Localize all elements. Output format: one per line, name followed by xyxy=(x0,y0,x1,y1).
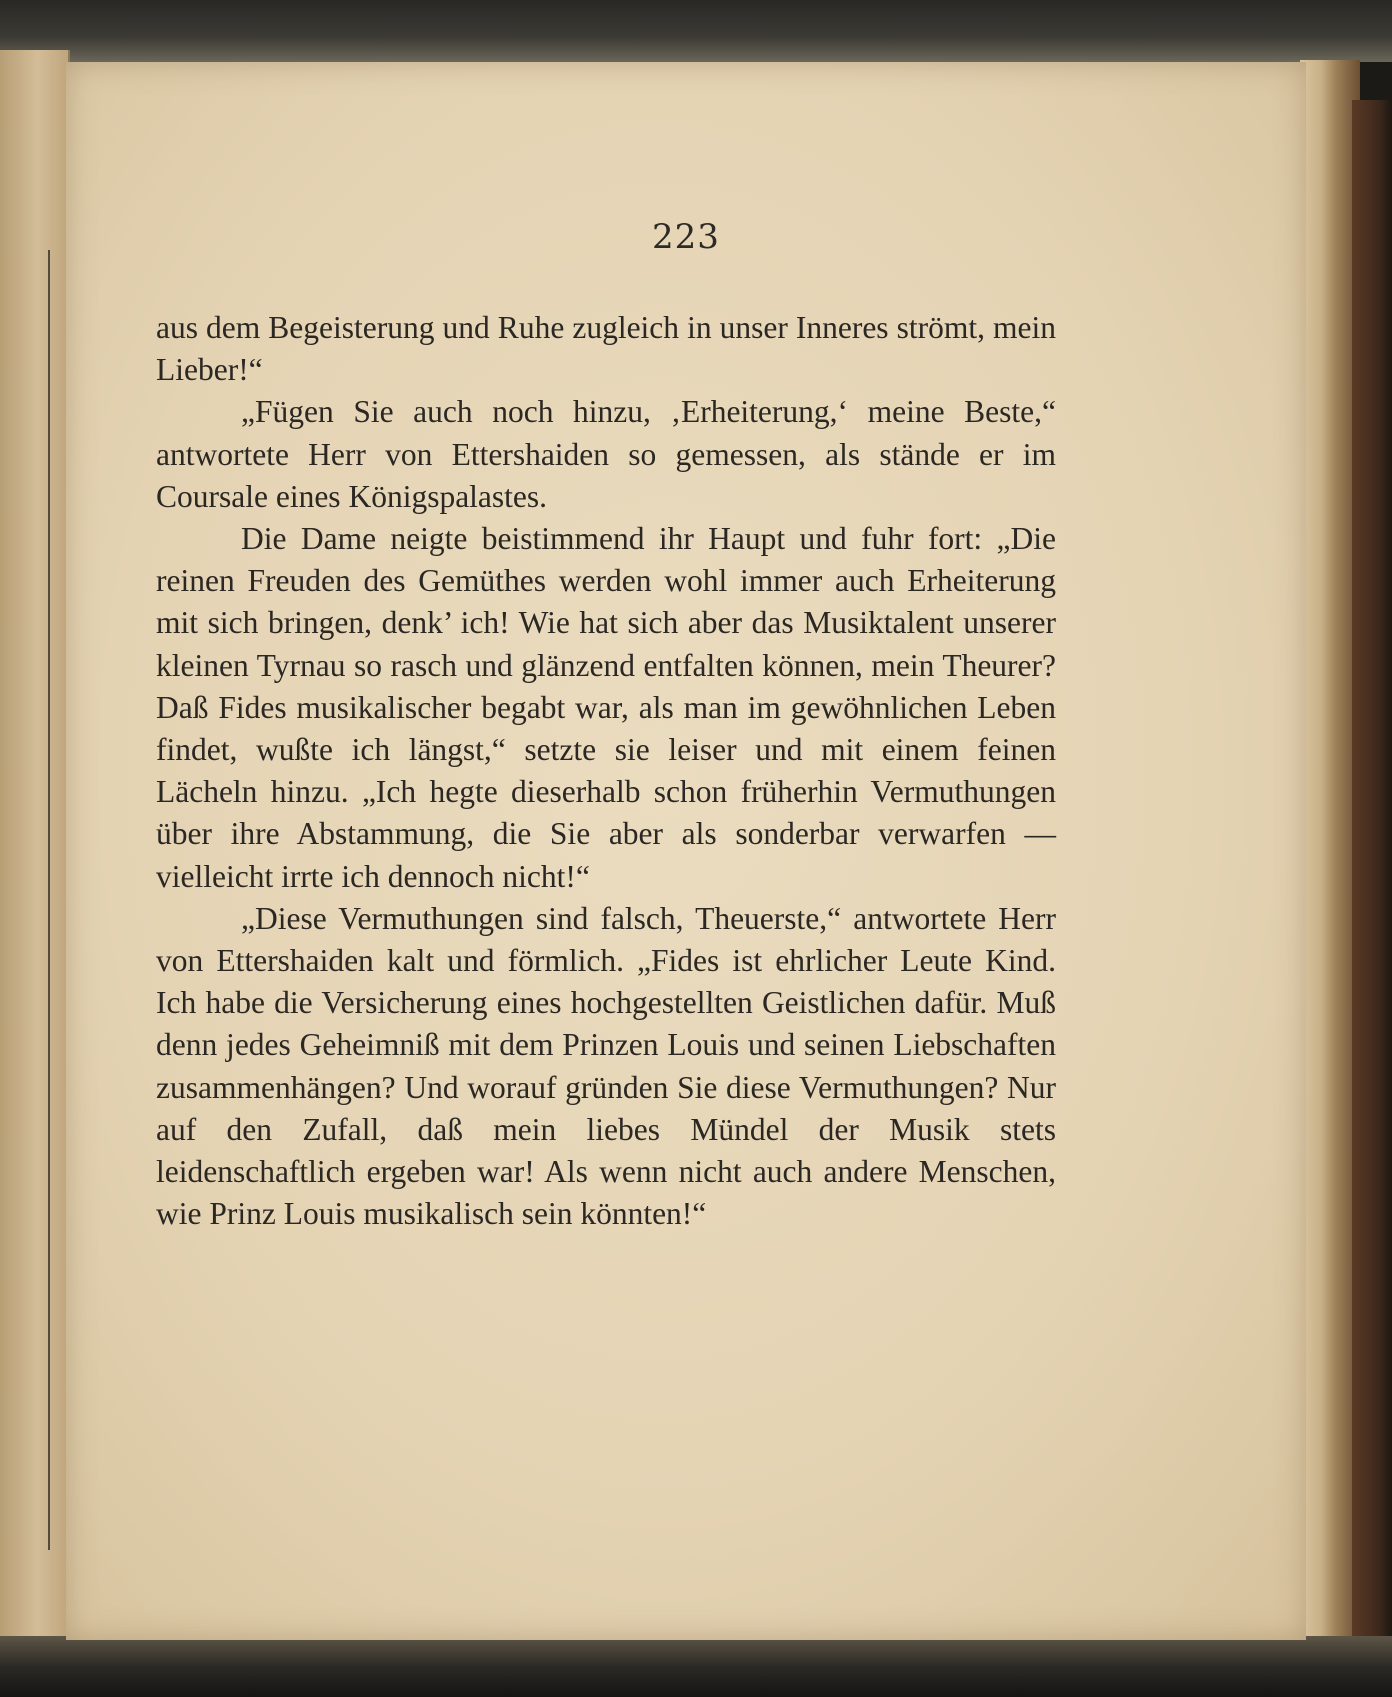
paragraph-2: „Fügen Sie auch noch hinzu, ‚Erheiterung,‘ meine Beste,“ antwortete Herr von Ettershaiden so gemessen, als stände er im Coursale eines Königspalastes. xyxy=(156,394,1056,514)
book-page xyxy=(66,62,1306,1640)
book-cover-board xyxy=(1352,100,1392,1660)
page-text xyxy=(156,307,1056,1235)
left-page-edge xyxy=(0,50,70,1640)
paragraph-1: aus dem Begeisterung und Ruhe zugleich in unser Inneres strömt, mein Lieber!“ xyxy=(156,310,1056,388)
page-number: 223 xyxy=(652,217,720,257)
book-bottom-edge xyxy=(0,1636,1392,1697)
page-stack-edge xyxy=(1300,60,1360,1640)
paragraph-4: „Diese Vermuthungen sind falsch, Theuerste,“ antwortete Herr von Ettershaiden kalt und förmlich. „Fides ist ehrlicher Leute Kind. Ich habe die Versicherung eines hochgestellten Geistlichen dafür. Muß denn jedes Geheimniß mit dem Prinzen Louis und seinen Liebschaften zusammenhängen? Und worauf gründen Sie diese Vermuthungen? Nur auf den Zufall, daß mein liebes Mündel der Musik stets leidenschaftlich ergeben war! Als wenn nicht auch andere Menschen, wie Prinz Louis musikalisch sein könnten!“ xyxy=(156,900,1056,1232)
spine-crease xyxy=(48,250,50,1550)
paragraph-3: Die Dame neigte beistimmend ihr Haupt und fuhr fort: „Die reinen Freuden des Gemüthes werden wohl immer auch Erheiterung mit sich bringen, denk’ ich! Wie hat sich aber das Musiktalent unserer kleinen Tyrnau so rasch und glänzend entfalten können, mein Theurer? Daß Fides musikalischer begabt war, als man im gewöhnlichen Leben findet, wußte ich längst,“ setzte sie leiser und mit einem feinen Lächeln hinzu. „Ich hegte dieserhalb schon früherhin Vermuthungen über ihre Abstammung, die Sie aber als sonderbar verwarfen — vielleicht irrte ich dennoch nicht!“ xyxy=(156,521,1056,894)
book-top-edge xyxy=(0,0,1392,62)
